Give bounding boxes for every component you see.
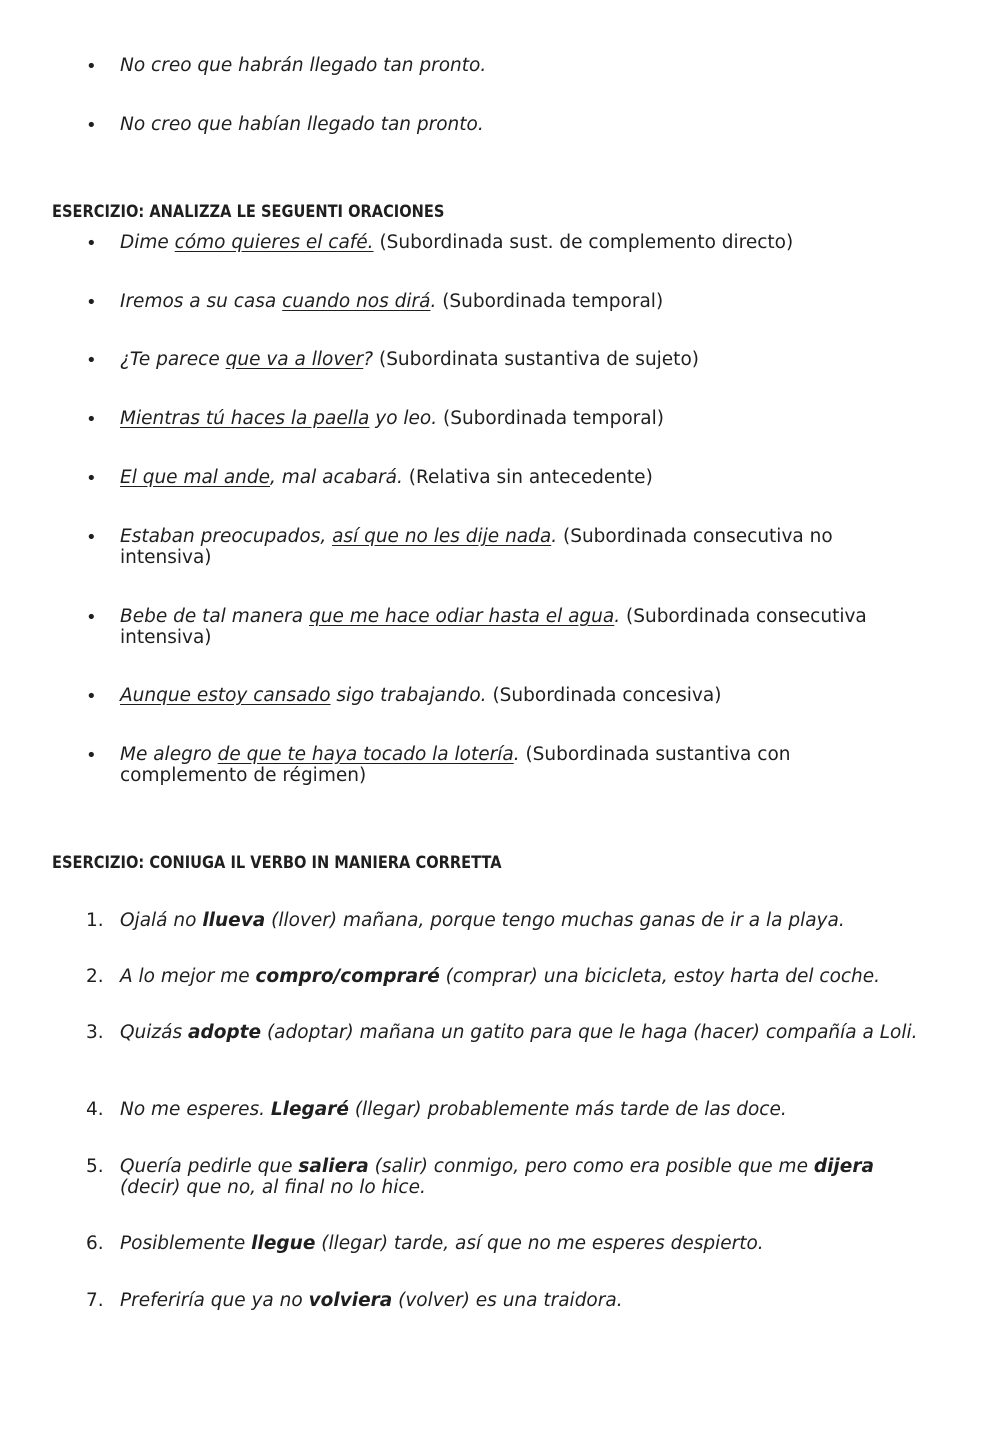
exercise-item: No me esperes. Llegaré (llegar) probablemente más tarde de las doce.	[120, 1099, 787, 1120]
bullet: •	[86, 233, 97, 254]
intro-sentence: No creo que habían llegado tan pronto.	[120, 114, 484, 135]
list-item: Dime cómo quieres el café. (Subordinada sust. de complemento directo)	[120, 232, 794, 253]
exercise-item: Preferiría que ya no volviera (volver) es una traidora.	[120, 1290, 623, 1311]
list-number: 2.	[86, 966, 104, 987]
section-heading-analyze: ESERCIZIO: ANALIZZA LE SEGUENTI ORACIONES	[52, 202, 445, 222]
bullet: •	[86, 350, 97, 371]
list-item: ¿Te parece que va a llover? (Subordinata sustantiva de sujeto)	[120, 349, 699, 370]
bullet: •	[86, 468, 97, 489]
bullet: •	[86, 56, 97, 77]
list-number: 3.	[86, 1022, 104, 1043]
list-item: El que mal ande, mal acabará. (Relativa sin antecedente)	[120, 467, 653, 488]
bullet: •	[86, 409, 97, 430]
exercise-item: Quería pedirle que saliera (salir) conmigo, pero como era posible que me dijera (decir) que no, al final no lo hice.	[120, 1156, 874, 1198]
list-item: Aunque estoy cansado sigo trabajando. (Subordinada concesiva)	[120, 685, 722, 706]
list-number: 6.	[86, 1233, 104, 1254]
exercise-item: Ojalá no llueva (llover) mañana, porque tengo muchas ganas de ir a la playa.	[120, 910, 845, 931]
bullet: •	[86, 115, 97, 136]
exercise-item: A lo mejor me compro/compraré (comprar) una bicicleta, estoy harta del coche.	[120, 966, 881, 987]
bullet: •	[86, 527, 97, 548]
list-number: 4.	[86, 1099, 104, 1120]
exercise-item: Quizás adopte (adoptar) mañana un gatito para que le haga (hacer) compañía a Loli.	[120, 1022, 918, 1043]
list-number: 7.	[86, 1290, 104, 1311]
list-number: 5.	[86, 1156, 104, 1177]
bullet: •	[86, 686, 97, 707]
list-number: 1.	[86, 910, 104, 931]
bullet: •	[86, 607, 97, 628]
list-item: Iremos a su casa cuando nos dirá. (Subordinada temporal)	[120, 291, 664, 312]
bullet: •	[86, 292, 97, 313]
intro-sentence: No creo que habrán llegado tan pronto.	[120, 55, 487, 76]
list-item: Mientras tú haces la paella yo leo. (Subordinada temporal)	[120, 408, 664, 429]
section-heading-conjugate: ESERCIZIO: CONIUGA IL VERBO IN MANIERA CORRETTA	[52, 853, 502, 873]
exercise-item: Posiblemente llegue (llegar) tarde, así que no me esperes despierto.	[120, 1233, 764, 1254]
bullet: •	[86, 745, 97, 766]
list-item: Estaban preocupados, así que no les dije nada. (Subordinada consecutiva no intensiva)	[120, 526, 833, 568]
list-item: Bebe de tal manera que me hace odiar hasta el agua. (Subordinada consecutiva intensiva)	[120, 606, 867, 648]
list-item: Me alegro de que te haya tocado la lotería. (Subordinada sustantiva con complemento de régimen)	[120, 744, 791, 786]
